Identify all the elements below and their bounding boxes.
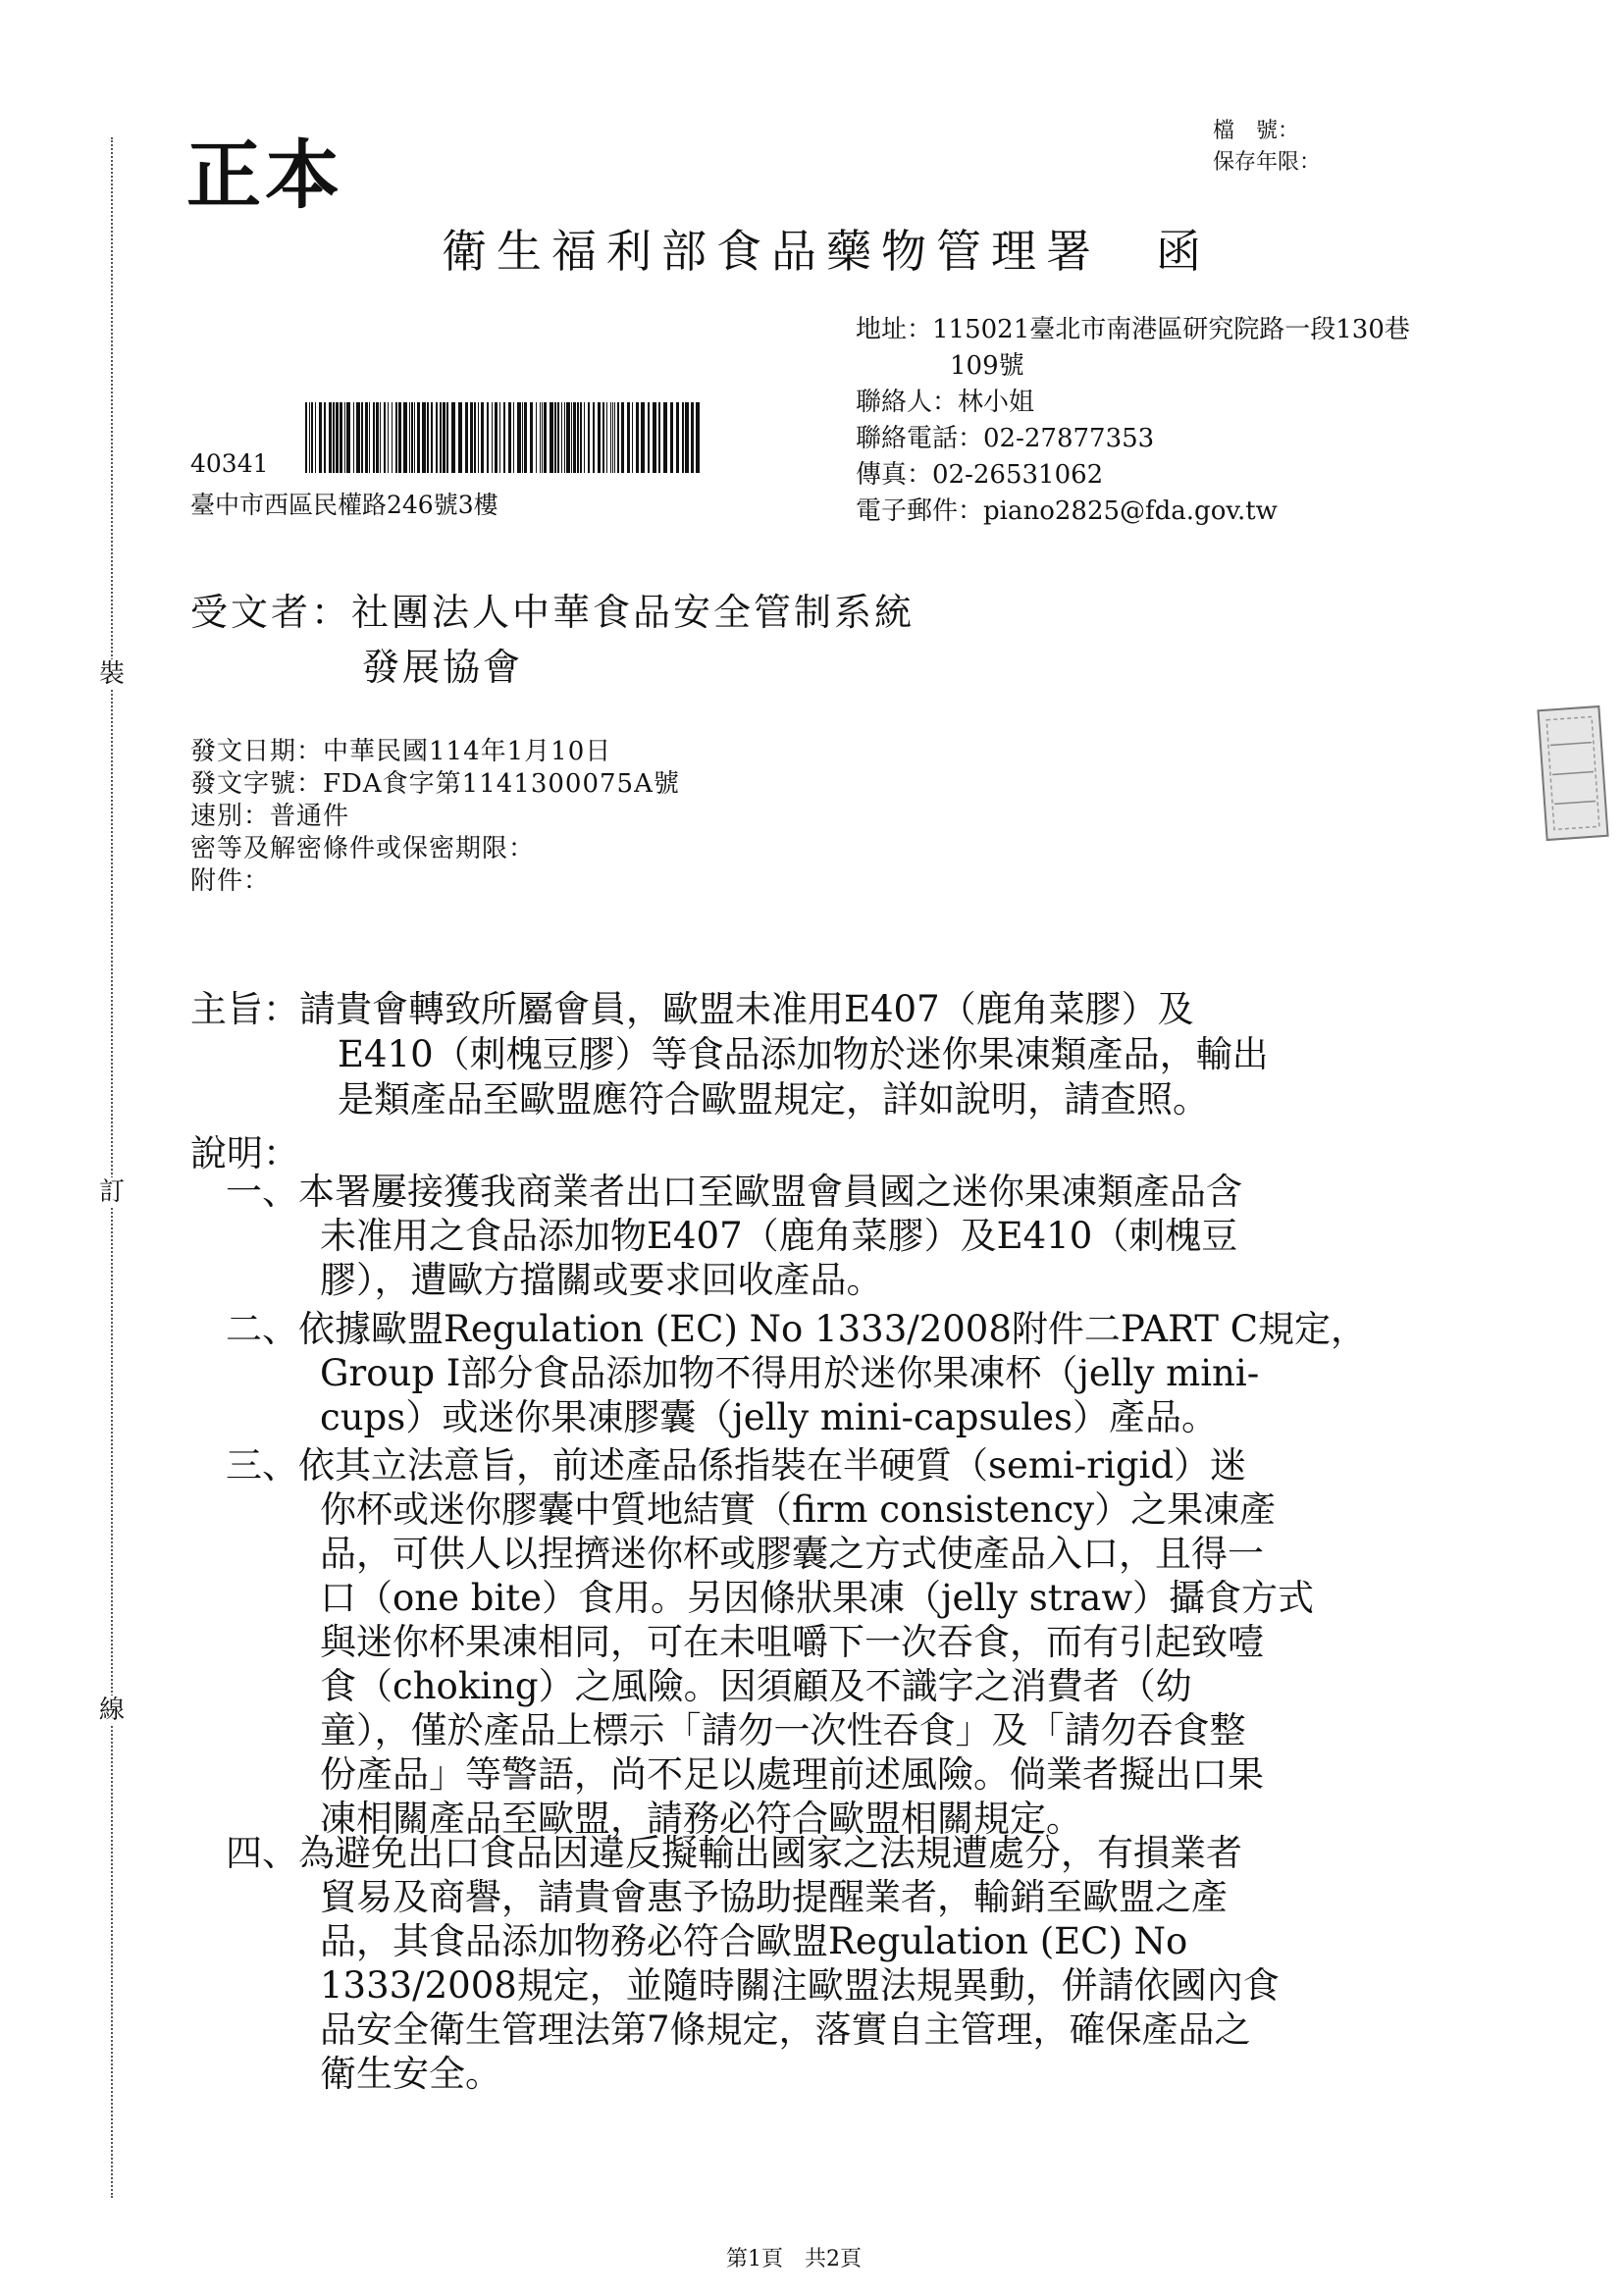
item-line: 品安全衛生管理法第7條規定，落實自主管理，確保產品之 <box>320 2009 1251 2051</box>
explanation-item-2 <box>226 1307 1472 1439</box>
barcode-bar <box>346 402 350 473</box>
barcode-bar <box>602 402 604 473</box>
barcode-bar <box>470 402 473 473</box>
barcode-bar <box>336 402 339 473</box>
item-line: 四、為避免出口食品因違反擬輸出國家之法規遭處分，有損業者 <box>226 1832 1242 1874</box>
barcode-bar <box>440 402 442 473</box>
barcode-bar <box>414 402 415 473</box>
binding-char-bind: 訂 <box>98 1177 125 1207</box>
item-line: 1333/2008規定，並隨時關注歐盟法規異動，併請依國內食 <box>320 1964 1280 2007</box>
recipient-address: 臺中市西區民權路246號3樓 <box>190 491 498 519</box>
barcode-bar <box>395 402 397 473</box>
barcode-bar <box>373 402 375 473</box>
barcode-bar <box>487 402 489 473</box>
barcode-bar <box>564 402 565 473</box>
barcode-bar <box>329 402 332 473</box>
barcode-bar <box>584 402 585 473</box>
barcode-bar <box>685 402 689 473</box>
barcode-bar <box>573 402 576 473</box>
barcode-bar <box>319 402 322 473</box>
document-title: 衛生福利部食品藥物管理署 函 <box>442 225 1211 278</box>
contact-phone: 聯絡電話：02-27877353 <box>856 424 1155 453</box>
barcode-bar <box>676 402 679 473</box>
barcode-bar <box>517 402 521 473</box>
barcode-bar <box>612 402 613 473</box>
postal-barcode <box>305 402 701 473</box>
receipt-seal-stamp <box>1534 703 1612 845</box>
barcode-bar <box>458 402 462 473</box>
barcode-bar <box>474 402 476 473</box>
addressee-line-continued: 發展協會 <box>362 646 524 689</box>
barcode-bar <box>324 402 326 473</box>
binding-line <box>111 137 113 2198</box>
barcode-bar <box>495 402 497 473</box>
secrecy-level: 密等及解密條件或保密期限： <box>190 834 536 863</box>
contact-person: 聯絡人：林小姐 <box>856 388 1035 417</box>
retention-period-label: 保存年限： <box>1213 150 1322 175</box>
barcode-bar <box>682 402 684 473</box>
barcode-bar <box>696 402 700 473</box>
barcode-bar <box>465 402 468 473</box>
barcode-bar <box>670 402 673 473</box>
document-meta <box>190 736 680 898</box>
file-number-label: 檔 號： <box>1213 119 1300 143</box>
explanation-item-3 <box>226 1443 1472 1841</box>
barcode-bar <box>398 402 401 473</box>
barcode-bar <box>653 402 656 473</box>
barcode-bar <box>557 402 559 473</box>
barcode-bar <box>427 402 429 473</box>
barcode-bar <box>540 402 541 473</box>
barcode-bar <box>309 402 310 473</box>
file-meta <box>1213 116 1321 179</box>
barcode-bar <box>627 402 630 473</box>
barcode-bar <box>376 402 379 473</box>
barcode-bar <box>503 402 505 473</box>
barcode-bar <box>392 402 393 473</box>
barcode-bar <box>663 402 667 473</box>
barcode-bar <box>380 402 381 473</box>
item-line: 未准用之食品添加物E407（鹿角菜膠）及E410（刺槐豆 <box>320 1215 1238 1257</box>
barcode-bar <box>632 402 633 473</box>
barcode-bar <box>648 402 650 473</box>
delivery-speed: 速別：普通件 <box>190 802 350 831</box>
barcode-bar <box>451 402 455 473</box>
barcode-bar <box>333 402 335 473</box>
barcode-bar <box>544 402 547 473</box>
subject-line: 是類產品至歐盟應符合歐盟規定，詳如說明，請查照。 <box>338 1078 1209 1121</box>
barcode-bar <box>356 402 360 473</box>
sender-address-continued: 109號 <box>950 351 1024 381</box>
attachments: 附件： <box>190 866 271 896</box>
item-line: 與迷你杯果凍相同，可在未咀嚼下一次吞食，而有引起致噎 <box>320 1621 1264 1663</box>
barcode-bar <box>513 402 514 473</box>
barcode-bar <box>340 402 342 473</box>
barcode-bar <box>617 402 619 473</box>
barcode-bar <box>388 402 389 473</box>
barcode-bar <box>577 402 579 473</box>
barcode-bar <box>508 402 511 473</box>
barcode-bar <box>311 402 313 473</box>
original-copy-stamp: 正本 <box>186 131 343 219</box>
barcode-bar <box>353 402 354 473</box>
barcode-bar <box>478 402 479 473</box>
explanation-item-4 <box>226 1831 1472 2096</box>
item-line: 三、依其立法意旨，前述產品係指裝在半硬質（semi-rigid）迷 <box>226 1444 1247 1487</box>
item-line: 貿易及商譽，請貴會惠予協助提醒業者，輸銷至歐盟之產 <box>320 1876 1228 1918</box>
recipient-zip: 40341 <box>190 449 269 478</box>
barcode-bar <box>641 402 645 473</box>
barcode-bar <box>422 402 426 473</box>
barcode-bar <box>561 402 562 473</box>
barcode-bar <box>588 402 590 473</box>
explanation-label: 說明： <box>190 1132 299 1174</box>
barcode-bar <box>492 402 493 473</box>
barcode-bar <box>522 402 523 473</box>
page-number: 第1頁 共2頁 <box>726 2247 862 2271</box>
item-line: 衛生安全。 <box>320 2053 501 2095</box>
barcode-bar <box>443 402 445 473</box>
barcode-bar <box>436 402 438 473</box>
barcode-bar <box>580 402 582 473</box>
barcode-bar <box>530 402 533 473</box>
item-line: cups）或迷你果凍膠囊（jelly mini-capsules）產品。 <box>320 1396 1219 1438</box>
barcode-bar <box>598 402 601 473</box>
addressee <box>190 585 915 695</box>
barcode-bar <box>571 402 572 473</box>
barcode-bar <box>384 402 386 473</box>
barcode-bar <box>403 402 407 473</box>
barcode-bar <box>361 402 363 473</box>
barcode-bar <box>344 402 345 473</box>
barcode-bar <box>499 402 500 473</box>
barcode-bar <box>446 402 448 473</box>
barcode-bar <box>550 402 553 473</box>
barcode-bar <box>658 402 660 473</box>
barcode-bar <box>636 402 639 473</box>
sender-address: 地址：115021臺北市南港區研究院路一段130巷 <box>856 315 1410 344</box>
item-line: 品，其食品添加物務必符合歐盟Regulation (EC) No <box>320 1920 1188 1962</box>
item-line: 童），僅於產品上標示「請勿一次性吞食」及「請勿吞食整 <box>320 1709 1246 1751</box>
barcode-bar <box>566 402 570 473</box>
barcode-bar <box>481 402 484 473</box>
item-line: 凍相關產品至歐盟，請務必符合歐盟相關規定。 <box>320 1798 1082 1840</box>
barcode-bar <box>305 402 307 473</box>
item-line: Group I部分食品添加物不得用於迷你果凍杯（jelly mini- <box>320 1352 1260 1394</box>
binding-char-mount: 裝 <box>98 659 125 689</box>
item-line: 一、本署屢接獲我商業者出口至歐盟會員國之迷你果凍類產品含 <box>226 1171 1242 1213</box>
barcode-bar <box>691 402 694 473</box>
barcode-bar <box>614 402 615 473</box>
barcode-bar <box>417 402 420 473</box>
barcode-bar <box>606 402 607 473</box>
barcode-bar <box>593 402 595 473</box>
contact-email: 電子郵件：piano2825@fda.gov.tw <box>856 496 1278 526</box>
subject-section <box>190 987 1466 1122</box>
barcode-bar <box>621 402 624 473</box>
barcode-bar <box>365 402 368 473</box>
barcode-bar <box>536 402 537 473</box>
item-line: 膠），遭歐方擋關或要求回收產品。 <box>320 1259 883 1301</box>
barcode-bar <box>369 402 370 473</box>
barcode-bar <box>411 402 413 473</box>
barcode-bar <box>610 402 611 473</box>
item-line: 口（one bite）食用。另因條狀果凍（jelly straw）攝食方式 <box>320 1577 1315 1619</box>
item-line: 份產品」等警語，尚不足以處理前述風險。倘業者擬出口果 <box>320 1753 1264 1796</box>
document-number: 發文字號：FDA食字第1141300075A號 <box>190 769 680 799</box>
item-line: 二、依據歐盟Regulation (EC) No 1333/2008附件二PART C規定， <box>226 1308 1368 1350</box>
issue-date: 發文日期：中華民國114年1月10日 <box>190 737 612 766</box>
barcode-bar <box>315 402 316 473</box>
contact-fax: 傳真：02-26531062 <box>856 460 1104 490</box>
sender-contact-block <box>856 312 1410 530</box>
barcode-bar <box>524 402 527 473</box>
barcode-bar <box>542 402 543 473</box>
item-line: 你杯或迷你膠囊中質地結實（firm consistency）之果凍產 <box>320 1488 1277 1531</box>
subject-line: E410（刺槐豆膠）等食品添加物於迷你果凍類產品，輸出 <box>338 1033 1269 1075</box>
explanation-item-1 <box>226 1170 1472 1302</box>
binding-char-line: 線 <box>98 1696 125 1725</box>
barcode-bar <box>431 402 433 473</box>
item-line: 品，可供人以捏擠迷你杯或膠囊之方式使產品入口，且得一 <box>320 1533 1264 1575</box>
subject-line: 主旨：請貴會轉致所屬會員，歐盟未准用E407（鹿角菜膠）及 <box>190 988 1194 1030</box>
barcode-bar <box>554 402 556 473</box>
barcode-bar <box>409 402 410 473</box>
addressee-line: 受文者：社團法人中華食品安全管制系統 <box>190 591 916 634</box>
item-line: 食（choking）之風險。因須顧及不識字之消費者（幼 <box>320 1665 1192 1707</box>
